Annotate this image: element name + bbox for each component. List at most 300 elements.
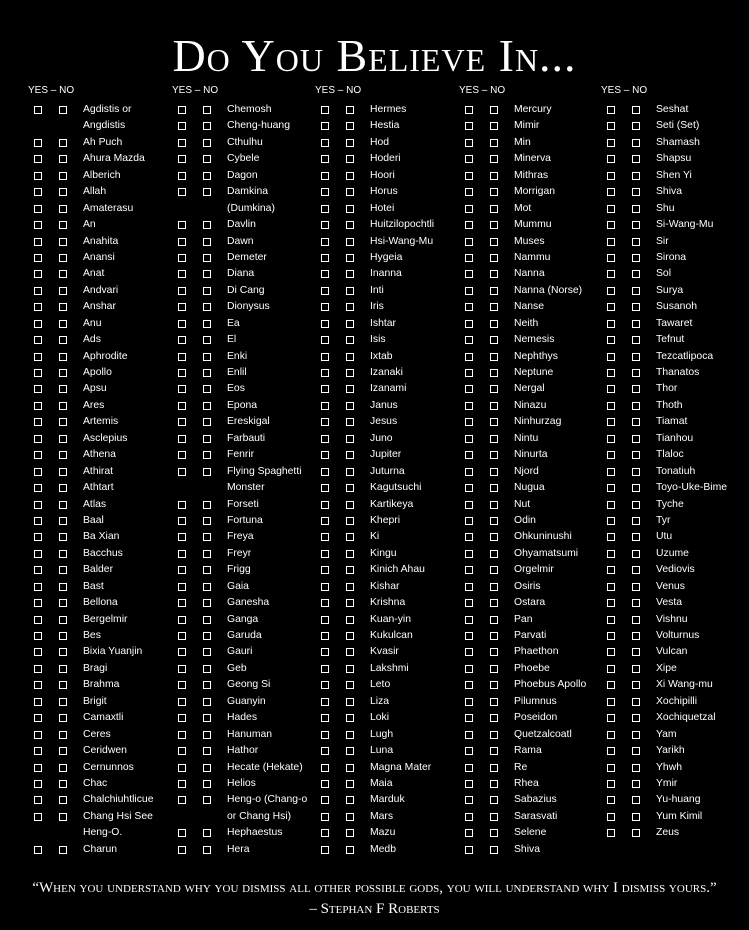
no-checkbox[interactable] — [490, 270, 498, 278]
no-checkbox[interactable] — [59, 155, 67, 163]
yes-checkbox[interactable] — [465, 336, 473, 344]
no-checkbox[interactable] — [59, 106, 67, 114]
no-checkbox[interactable] — [632, 616, 640, 624]
no-checkbox[interactable] — [346, 238, 354, 246]
no-checkbox[interactable] — [59, 435, 67, 443]
no-checkbox[interactable] — [59, 665, 67, 673]
yes-checkbox[interactable] — [34, 698, 42, 706]
no-checkbox[interactable] — [490, 435, 498, 443]
no-checkbox[interactable] — [203, 221, 211, 229]
yes-checkbox[interactable] — [34, 780, 42, 788]
yes-checkbox[interactable] — [34, 320, 42, 328]
yes-checkbox[interactable] — [465, 221, 473, 229]
no-checkbox[interactable] — [632, 106, 640, 114]
no-checkbox[interactable] — [490, 484, 498, 492]
no-checkbox[interactable] — [59, 254, 67, 262]
yes-checkbox[interactable] — [607, 632, 615, 640]
yes-checkbox[interactable] — [607, 188, 615, 196]
yes-checkbox[interactable] — [178, 698, 186, 706]
no-checkbox[interactable] — [490, 402, 498, 410]
yes-checkbox[interactable] — [178, 254, 186, 262]
no-checkbox[interactable] — [632, 714, 640, 722]
yes-checkbox[interactable] — [34, 550, 42, 558]
yes-checkbox[interactable] — [34, 106, 42, 114]
no-checkbox[interactable] — [346, 813, 354, 821]
no-checkbox[interactable] — [203, 632, 211, 640]
no-checkbox[interactable] — [632, 435, 640, 443]
no-checkbox[interactable] — [346, 106, 354, 114]
no-checkbox[interactable] — [59, 369, 67, 377]
yes-checkbox[interactable] — [607, 385, 615, 393]
no-checkbox[interactable] — [59, 172, 67, 180]
no-checkbox[interactable] — [490, 616, 498, 624]
yes-checkbox[interactable] — [34, 188, 42, 196]
yes-checkbox[interactable] — [465, 172, 473, 180]
no-checkbox[interactable] — [490, 155, 498, 163]
no-checkbox[interactable] — [346, 648, 354, 656]
no-checkbox[interactable] — [203, 665, 211, 673]
no-checkbox[interactable] — [346, 172, 354, 180]
no-checkbox[interactable] — [59, 698, 67, 706]
no-checkbox[interactable] — [490, 796, 498, 804]
no-checkbox[interactable] — [59, 599, 67, 607]
yes-checkbox[interactable] — [178, 122, 186, 130]
no-checkbox[interactable] — [59, 764, 67, 772]
yes-checkbox[interactable] — [321, 402, 329, 410]
yes-checkbox[interactable] — [321, 122, 329, 130]
no-checkbox[interactable] — [203, 122, 211, 130]
no-checkbox[interactable] — [346, 402, 354, 410]
no-checkbox[interactable] — [346, 270, 354, 278]
yes-checkbox[interactable] — [321, 566, 329, 574]
no-checkbox[interactable] — [59, 796, 67, 804]
no-checkbox[interactable] — [490, 681, 498, 689]
yes-checkbox[interactable] — [607, 254, 615, 262]
no-checkbox[interactable] — [203, 648, 211, 656]
no-checkbox[interactable] — [346, 336, 354, 344]
yes-checkbox[interactable] — [465, 320, 473, 328]
yes-checkbox[interactable] — [321, 829, 329, 837]
no-checkbox[interactable] — [346, 468, 354, 476]
yes-checkbox[interactable] — [465, 796, 473, 804]
yes-checkbox[interactable] — [607, 583, 615, 591]
no-checkbox[interactable] — [632, 501, 640, 509]
no-checkbox[interactable] — [203, 764, 211, 772]
yes-checkbox[interactable] — [34, 501, 42, 509]
no-checkbox[interactable] — [346, 155, 354, 163]
yes-checkbox[interactable] — [465, 747, 473, 755]
no-checkbox[interactable] — [203, 550, 211, 558]
no-checkbox[interactable] — [490, 468, 498, 476]
no-checkbox[interactable] — [203, 287, 211, 295]
yes-checkbox[interactable] — [321, 796, 329, 804]
yes-checkbox[interactable] — [321, 550, 329, 558]
no-checkbox[interactable] — [632, 139, 640, 147]
yes-checkbox[interactable] — [607, 681, 615, 689]
no-checkbox[interactable] — [346, 780, 354, 788]
yes-checkbox[interactable] — [607, 122, 615, 130]
no-checkbox[interactable] — [203, 533, 211, 541]
no-checkbox[interactable] — [346, 303, 354, 311]
no-checkbox[interactable] — [490, 780, 498, 788]
yes-checkbox[interactable] — [465, 829, 473, 837]
yes-checkbox[interactable] — [34, 747, 42, 755]
no-checkbox[interactable] — [203, 155, 211, 163]
no-checkbox[interactable] — [346, 287, 354, 295]
yes-checkbox[interactable] — [321, 238, 329, 246]
yes-checkbox[interactable] — [321, 353, 329, 361]
yes-checkbox[interactable] — [321, 583, 329, 591]
yes-checkbox[interactable] — [321, 155, 329, 163]
no-checkbox[interactable] — [632, 172, 640, 180]
no-checkbox[interactable] — [346, 139, 354, 147]
yes-checkbox[interactable] — [607, 418, 615, 426]
no-checkbox[interactable] — [490, 122, 498, 130]
yes-checkbox[interactable] — [34, 648, 42, 656]
yes-checkbox[interactable] — [607, 287, 615, 295]
no-checkbox[interactable] — [59, 681, 67, 689]
no-checkbox[interactable] — [490, 632, 498, 640]
no-checkbox[interactable] — [59, 780, 67, 788]
no-checkbox[interactable] — [203, 714, 211, 722]
yes-checkbox[interactable] — [465, 287, 473, 295]
yes-checkbox[interactable] — [607, 221, 615, 229]
no-checkbox[interactable] — [490, 764, 498, 772]
yes-checkbox[interactable] — [34, 484, 42, 492]
no-checkbox[interactable] — [632, 764, 640, 772]
yes-checkbox[interactable] — [321, 254, 329, 262]
yes-checkbox[interactable] — [607, 205, 615, 213]
yes-checkbox[interactable] — [607, 616, 615, 624]
no-checkbox[interactable] — [490, 221, 498, 229]
no-checkbox[interactable] — [59, 336, 67, 344]
yes-checkbox[interactable] — [465, 731, 473, 739]
yes-checkbox[interactable] — [178, 336, 186, 344]
no-checkbox[interactable] — [632, 665, 640, 673]
yes-checkbox[interactable] — [465, 665, 473, 673]
yes-checkbox[interactable] — [607, 468, 615, 476]
no-checkbox[interactable] — [346, 385, 354, 393]
yes-checkbox[interactable] — [34, 583, 42, 591]
yes-checkbox[interactable] — [321, 336, 329, 344]
no-checkbox[interactable] — [632, 517, 640, 525]
yes-checkbox[interactable] — [178, 632, 186, 640]
yes-checkbox[interactable] — [34, 599, 42, 607]
yes-checkbox[interactable] — [34, 764, 42, 772]
no-checkbox[interactable] — [490, 583, 498, 591]
yes-checkbox[interactable] — [34, 451, 42, 459]
yes-checkbox[interactable] — [607, 813, 615, 821]
yes-checkbox[interactable] — [607, 270, 615, 278]
no-checkbox[interactable] — [59, 747, 67, 755]
no-checkbox[interactable] — [346, 517, 354, 525]
no-checkbox[interactable] — [59, 632, 67, 640]
yes-checkbox[interactable] — [321, 714, 329, 722]
yes-checkbox[interactable] — [178, 106, 186, 114]
yes-checkbox[interactable] — [321, 451, 329, 459]
yes-checkbox[interactable] — [178, 599, 186, 607]
no-checkbox[interactable] — [203, 385, 211, 393]
yes-checkbox[interactable] — [34, 616, 42, 624]
yes-checkbox[interactable] — [178, 402, 186, 410]
no-checkbox[interactable] — [632, 533, 640, 541]
no-checkbox[interactable] — [632, 566, 640, 574]
yes-checkbox[interactable] — [34, 665, 42, 673]
yes-checkbox[interactable] — [178, 385, 186, 393]
yes-checkbox[interactable] — [34, 172, 42, 180]
no-checkbox[interactable] — [203, 270, 211, 278]
yes-checkbox[interactable] — [465, 632, 473, 640]
no-checkbox[interactable] — [346, 698, 354, 706]
yes-checkbox[interactable] — [321, 599, 329, 607]
no-checkbox[interactable] — [632, 813, 640, 821]
yes-checkbox[interactable] — [607, 764, 615, 772]
no-checkbox[interactable] — [59, 484, 67, 492]
no-checkbox[interactable] — [59, 238, 67, 246]
no-checkbox[interactable] — [203, 616, 211, 624]
no-checkbox[interactable] — [203, 468, 211, 476]
no-checkbox[interactable] — [632, 402, 640, 410]
no-checkbox[interactable] — [490, 566, 498, 574]
no-checkbox[interactable] — [203, 106, 211, 114]
yes-checkbox[interactable] — [321, 188, 329, 196]
no-checkbox[interactable] — [346, 418, 354, 426]
no-checkbox[interactable] — [59, 188, 67, 196]
no-checkbox[interactable] — [203, 731, 211, 739]
yes-checkbox[interactable] — [465, 533, 473, 541]
yes-checkbox[interactable] — [178, 418, 186, 426]
no-checkbox[interactable] — [346, 320, 354, 328]
yes-checkbox[interactable] — [178, 238, 186, 246]
no-checkbox[interactable] — [59, 303, 67, 311]
yes-checkbox[interactable] — [321, 813, 329, 821]
yes-checkbox[interactable] — [178, 714, 186, 722]
yes-checkbox[interactable] — [607, 303, 615, 311]
no-checkbox[interactable] — [490, 385, 498, 393]
yes-checkbox[interactable] — [321, 221, 329, 229]
yes-checkbox[interactable] — [178, 780, 186, 788]
yes-checkbox[interactable] — [34, 353, 42, 361]
yes-checkbox[interactable] — [465, 139, 473, 147]
no-checkbox[interactable] — [490, 254, 498, 262]
no-checkbox[interactable] — [203, 829, 211, 837]
yes-checkbox[interactable] — [34, 813, 42, 821]
no-checkbox[interactable] — [632, 320, 640, 328]
no-checkbox[interactable] — [632, 599, 640, 607]
yes-checkbox[interactable] — [465, 764, 473, 772]
no-checkbox[interactable] — [632, 451, 640, 459]
no-checkbox[interactable] — [632, 681, 640, 689]
yes-checkbox[interactable] — [178, 550, 186, 558]
no-checkbox[interactable] — [203, 435, 211, 443]
yes-checkbox[interactable] — [465, 813, 473, 821]
no-checkbox[interactable] — [346, 533, 354, 541]
no-checkbox[interactable] — [632, 698, 640, 706]
no-checkbox[interactable] — [203, 336, 211, 344]
yes-checkbox[interactable] — [34, 336, 42, 344]
no-checkbox[interactable] — [490, 320, 498, 328]
yes-checkbox[interactable] — [178, 320, 186, 328]
yes-checkbox[interactable] — [465, 238, 473, 246]
yes-checkbox[interactable] — [34, 139, 42, 147]
yes-checkbox[interactable] — [607, 451, 615, 459]
yes-checkbox[interactable] — [34, 714, 42, 722]
no-checkbox[interactable] — [203, 402, 211, 410]
no-checkbox[interactable] — [203, 369, 211, 377]
no-checkbox[interactable] — [632, 648, 640, 656]
no-checkbox[interactable] — [203, 796, 211, 804]
yes-checkbox[interactable] — [465, 566, 473, 574]
yes-checkbox[interactable] — [465, 270, 473, 278]
no-checkbox[interactable] — [632, 829, 640, 837]
no-checkbox[interactable] — [632, 747, 640, 755]
no-checkbox[interactable] — [632, 270, 640, 278]
yes-checkbox[interactable] — [607, 435, 615, 443]
yes-checkbox[interactable] — [178, 353, 186, 361]
no-checkbox[interactable] — [490, 369, 498, 377]
yes-checkbox[interactable] — [321, 780, 329, 788]
yes-checkbox[interactable] — [607, 238, 615, 246]
no-checkbox[interactable] — [203, 846, 211, 854]
no-checkbox[interactable] — [490, 747, 498, 755]
yes-checkbox[interactable] — [178, 731, 186, 739]
yes-checkbox[interactable] — [178, 303, 186, 311]
yes-checkbox[interactable] — [607, 106, 615, 114]
no-checkbox[interactable] — [490, 714, 498, 722]
no-checkbox[interactable] — [490, 238, 498, 246]
yes-checkbox[interactable] — [34, 385, 42, 393]
yes-checkbox[interactable] — [178, 829, 186, 837]
no-checkbox[interactable] — [346, 714, 354, 722]
no-checkbox[interactable] — [346, 451, 354, 459]
yes-checkbox[interactable] — [34, 435, 42, 443]
yes-checkbox[interactable] — [178, 139, 186, 147]
no-checkbox[interactable] — [59, 714, 67, 722]
yes-checkbox[interactable] — [607, 550, 615, 558]
no-checkbox[interactable] — [59, 221, 67, 229]
no-checkbox[interactable] — [346, 731, 354, 739]
yes-checkbox[interactable] — [607, 533, 615, 541]
no-checkbox[interactable] — [346, 632, 354, 640]
yes-checkbox[interactable] — [178, 501, 186, 509]
no-checkbox[interactable] — [632, 336, 640, 344]
yes-checkbox[interactable] — [178, 468, 186, 476]
no-checkbox[interactable] — [346, 254, 354, 262]
no-checkbox[interactable] — [490, 188, 498, 196]
yes-checkbox[interactable] — [178, 188, 186, 196]
yes-checkbox[interactable] — [607, 353, 615, 361]
no-checkbox[interactable] — [490, 846, 498, 854]
yes-checkbox[interactable] — [465, 385, 473, 393]
no-checkbox[interactable] — [632, 238, 640, 246]
yes-checkbox[interactable] — [178, 665, 186, 673]
no-checkbox[interactable] — [59, 353, 67, 361]
yes-checkbox[interactable] — [607, 369, 615, 377]
no-checkbox[interactable] — [59, 517, 67, 525]
yes-checkbox[interactable] — [178, 533, 186, 541]
no-checkbox[interactable] — [346, 681, 354, 689]
no-checkbox[interactable] — [490, 418, 498, 426]
yes-checkbox[interactable] — [321, 172, 329, 180]
yes-checkbox[interactable] — [465, 254, 473, 262]
no-checkbox[interactable] — [632, 796, 640, 804]
yes-checkbox[interactable] — [321, 484, 329, 492]
yes-checkbox[interactable] — [465, 418, 473, 426]
yes-checkbox[interactable] — [465, 451, 473, 459]
yes-checkbox[interactable] — [178, 764, 186, 772]
no-checkbox[interactable] — [632, 122, 640, 130]
no-checkbox[interactable] — [203, 254, 211, 262]
no-checkbox[interactable] — [490, 336, 498, 344]
no-checkbox[interactable] — [203, 303, 211, 311]
no-checkbox[interactable] — [490, 829, 498, 837]
no-checkbox[interactable] — [346, 369, 354, 377]
yes-checkbox[interactable] — [34, 418, 42, 426]
yes-checkbox[interactable] — [465, 188, 473, 196]
yes-checkbox[interactable] — [34, 796, 42, 804]
no-checkbox[interactable] — [59, 287, 67, 295]
yes-checkbox[interactable] — [607, 139, 615, 147]
yes-checkbox[interactable] — [178, 369, 186, 377]
yes-checkbox[interactable] — [178, 747, 186, 755]
yes-checkbox[interactable] — [465, 155, 473, 163]
yes-checkbox[interactable] — [34, 533, 42, 541]
yes-checkbox[interactable] — [607, 517, 615, 525]
no-checkbox[interactable] — [203, 698, 211, 706]
no-checkbox[interactable] — [632, 303, 640, 311]
no-checkbox[interactable] — [59, 533, 67, 541]
no-checkbox[interactable] — [346, 221, 354, 229]
no-checkbox[interactable] — [59, 616, 67, 624]
no-checkbox[interactable] — [59, 813, 67, 821]
yes-checkbox[interactable] — [321, 616, 329, 624]
no-checkbox[interactable] — [346, 599, 354, 607]
yes-checkbox[interactable] — [321, 468, 329, 476]
no-checkbox[interactable] — [346, 747, 354, 755]
yes-checkbox[interactable] — [321, 139, 329, 147]
yes-checkbox[interactable] — [607, 599, 615, 607]
yes-checkbox[interactable] — [321, 385, 329, 393]
yes-checkbox[interactable] — [178, 796, 186, 804]
no-checkbox[interactable] — [490, 501, 498, 509]
yes-checkbox[interactable] — [607, 714, 615, 722]
no-checkbox[interactable] — [632, 484, 640, 492]
yes-checkbox[interactable] — [607, 402, 615, 410]
no-checkbox[interactable] — [632, 550, 640, 558]
no-checkbox[interactable] — [632, 188, 640, 196]
no-checkbox[interactable] — [490, 451, 498, 459]
yes-checkbox[interactable] — [321, 517, 329, 525]
yes-checkbox[interactable] — [465, 435, 473, 443]
yes-checkbox[interactable] — [178, 583, 186, 591]
yes-checkbox[interactable] — [465, 303, 473, 311]
no-checkbox[interactable] — [632, 369, 640, 377]
yes-checkbox[interactable] — [178, 155, 186, 163]
yes-checkbox[interactable] — [465, 714, 473, 722]
yes-checkbox[interactable] — [321, 648, 329, 656]
no-checkbox[interactable] — [203, 780, 211, 788]
no-checkbox[interactable] — [59, 418, 67, 426]
no-checkbox[interactable] — [490, 550, 498, 558]
no-checkbox[interactable] — [203, 517, 211, 525]
yes-checkbox[interactable] — [465, 681, 473, 689]
no-checkbox[interactable] — [490, 813, 498, 821]
no-checkbox[interactable] — [203, 583, 211, 591]
yes-checkbox[interactable] — [321, 632, 329, 640]
no-checkbox[interactable] — [632, 385, 640, 393]
no-checkbox[interactable] — [203, 418, 211, 426]
no-checkbox[interactable] — [346, 665, 354, 673]
